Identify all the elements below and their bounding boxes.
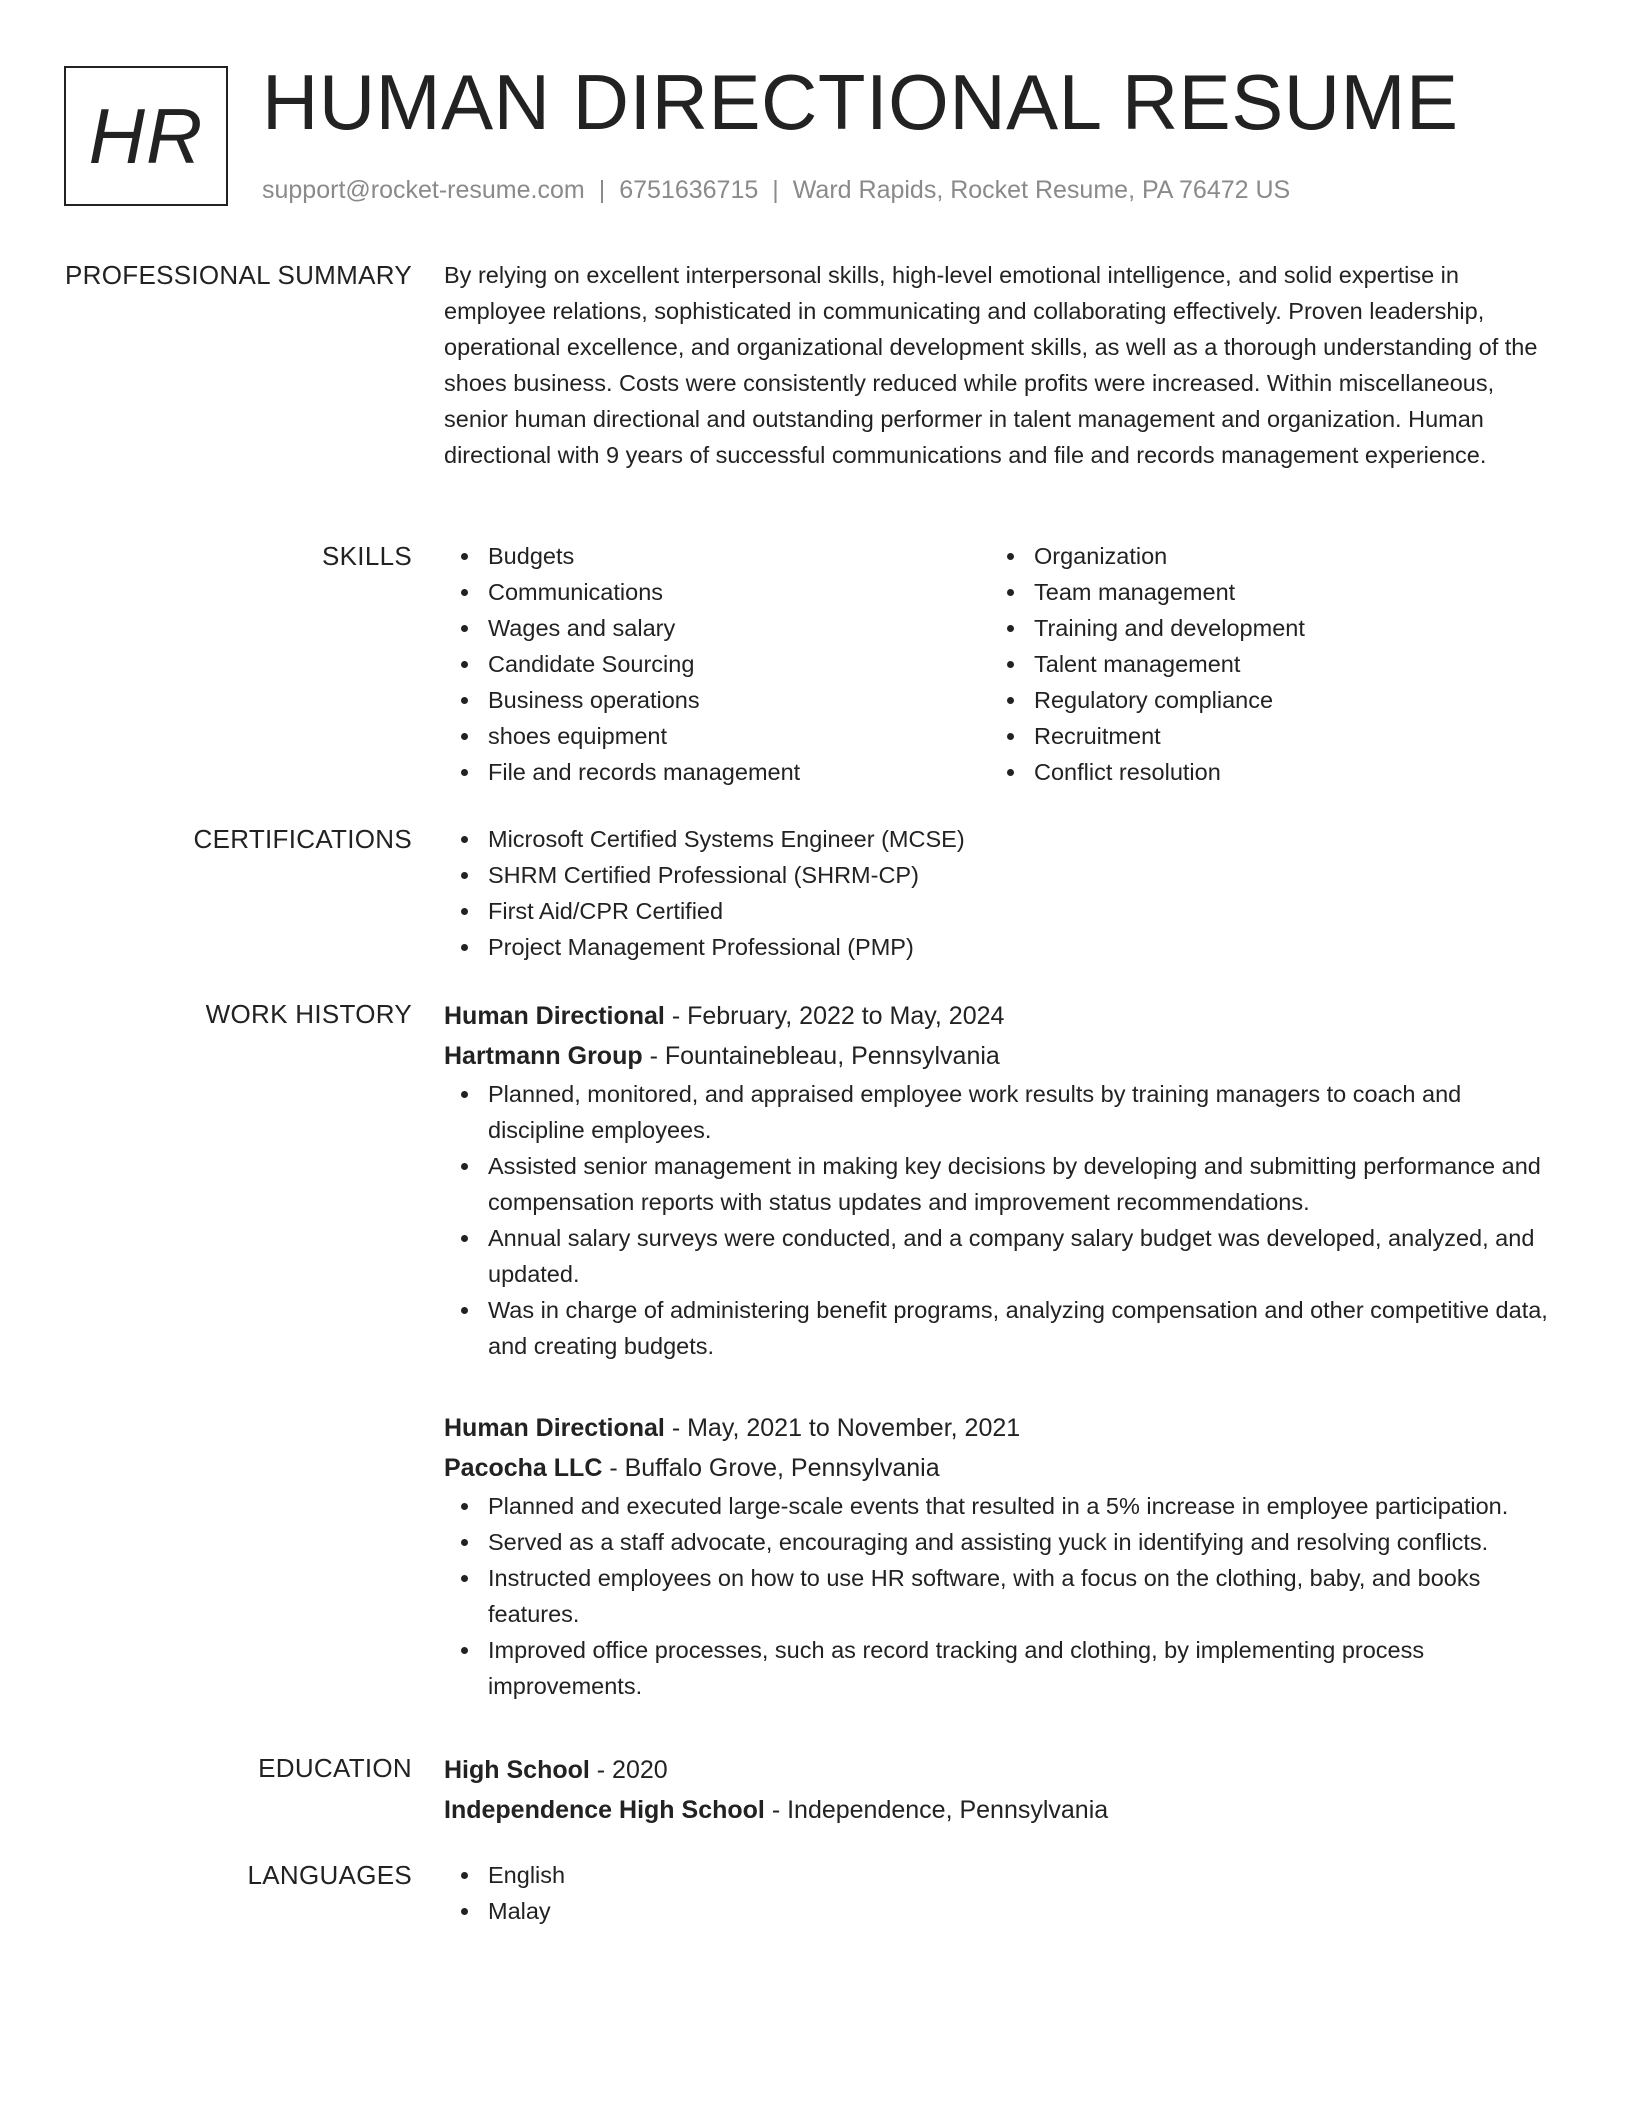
phone-number: 6751636715 [619, 176, 759, 204]
job-location: - Buffalo Grove, Pennsylvania [602, 1454, 940, 1482]
job-dates: - February, 2022 to May, 2024 [664, 1002, 1005, 1030]
section-label-summary: PROFESSIONAL SUMMARY [65, 260, 412, 290]
education-degree-line [444, 1750, 1564, 1790]
skills-list-right [990, 538, 1536, 790]
education-school-line [444, 1790, 1564, 1830]
monogram-logo [64, 66, 228, 206]
list-item: Budgets [444, 538, 990, 574]
languages-list [444, 1857, 1564, 1929]
job-company-line [444, 1448, 1564, 1488]
list-item: Project Management Professional (PMP) [444, 929, 1564, 965]
email-link[interactable]: support@rocket-resume.com [262, 176, 585, 204]
list-item: Communications [444, 574, 990, 610]
job-title-line [444, 996, 1564, 1036]
job-title: Human Directional [444, 1414, 665, 1442]
list-item: Team management [990, 574, 1536, 610]
job-title: Human Directional [444, 1002, 665, 1030]
certifications-list [444, 821, 1564, 965]
list-item: First Aid/CPR Certified [444, 893, 1564, 929]
list-item: Training and development [990, 610, 1536, 646]
contact-separator: | [772, 176, 779, 204]
summary-text: By relying on excellent interpersonal skills, high-level emotional intelligence, and solid expertise in employee relations, sophisticated in communicating and collaborating effectively. Proven leadership, operational excellence, and organizational development skills, as well as a thorough understanding of the shoes business. Costs were consistently reduced while profits were increased. Within miscellaneous, senior human directional and outstanding performer in talent management and organization. Human directional with 9 years of successful communications and file and records management experience. [444, 262, 1538, 468]
list-item: shoes equipment [444, 718, 990, 754]
job-company: Hartmann Group [444, 1042, 643, 1070]
languages-body [444, 1857, 1564, 1929]
job-entry-2 [444, 1408, 1564, 1704]
section-label-skills: SKILLS [322, 541, 412, 571]
list-item: Business operations [444, 682, 990, 718]
list-item: Assisted senior management in making key decisions by developing and submitting performance and compensation reports with status updates and improvement recommendations. [444, 1148, 1564, 1220]
list-item: File and records management [444, 754, 990, 790]
certifications-body [444, 821, 1564, 965]
resume-title: HUMAN DIRECTIONAL RESUME [262, 58, 1459, 146]
education-degree: High School [444, 1756, 590, 1784]
list-item: SHRM Certified Professional (SHRM-CP) [444, 857, 1564, 893]
contact-separator: | [598, 176, 606, 204]
job-location: - Fountainebleau, Pennsylvania [642, 1042, 1000, 1070]
list-item: Served as a staff advocate, encouraging and assisting yuck in identifying and resolving conflicts. [444, 1524, 1564, 1560]
job-bullets [444, 1076, 1564, 1364]
list-item: Instructed employees on how to use HR software, with a focus on the clothing, baby, and books features. [444, 1560, 1564, 1632]
section-label-education: EDUCATION [258, 1753, 412, 1783]
section-label-work-history: WORK HISTORY [205, 999, 412, 1029]
list-item: English [444, 1857, 1564, 1893]
list-item: Recruitment [990, 718, 1536, 754]
job-dates: - May, 2021 to November, 2021 [664, 1414, 1021, 1442]
education-body [444, 1750, 1564, 1830]
job-company-line [444, 1036, 1564, 1076]
education-location: - Independence, Pennsylvania [764, 1796, 1109, 1824]
list-item: Planned and executed large-scale events that resulted in a 5% increase in employee participation. [444, 1488, 1564, 1524]
job-company: Pacocha LLC [444, 1454, 603, 1482]
list-item: Annual salary surveys were conducted, and a company salary budget was developed, analyzed, and updated. [444, 1220, 1564, 1292]
list-item: Regulatory compliance [990, 682, 1536, 718]
list-item: Improved office processes, such as record tracking and clothing, by implementing process improvements. [444, 1632, 1564, 1704]
list-item: Talent management [990, 646, 1536, 682]
skills-list-left [444, 538, 990, 790]
list-item: Planned, monitored, and appraised employee work results by training managers to coach and discipline employees. [444, 1076, 1564, 1148]
address: Ward Rapids, Rocket Resume, PA 76472 US [792, 176, 1291, 204]
job-bullets [444, 1488, 1564, 1704]
section-label-languages: LANGUAGES [247, 1860, 412, 1890]
list-item: Organization [990, 538, 1536, 574]
list-item: Candidate Sourcing [444, 646, 990, 682]
monogram-text: HR [88, 91, 204, 180]
list-item: Wages and salary [444, 610, 990, 646]
summary-body [444, 257, 1564, 473]
list-item: Malay [444, 1893, 1564, 1929]
skills-grid [444, 538, 1564, 790]
education-year: - 2020 [589, 1756, 668, 1784]
list-item: Conflict resolution [990, 754, 1536, 790]
job-entry-1 [444, 996, 1564, 1364]
list-item: Was in charge of administering benefit programs, analyzing compensation and other competitive data, and creating budgets. [444, 1292, 1564, 1364]
contact-line [262, 174, 1290, 206]
section-label-certifications: CERTIFICATIONS [193, 824, 412, 854]
job-title-line [444, 1408, 1564, 1448]
education-school: Independence High School [444, 1796, 765, 1824]
list-item: Microsoft Certified Systems Engineer (MCSE) [444, 821, 1564, 857]
